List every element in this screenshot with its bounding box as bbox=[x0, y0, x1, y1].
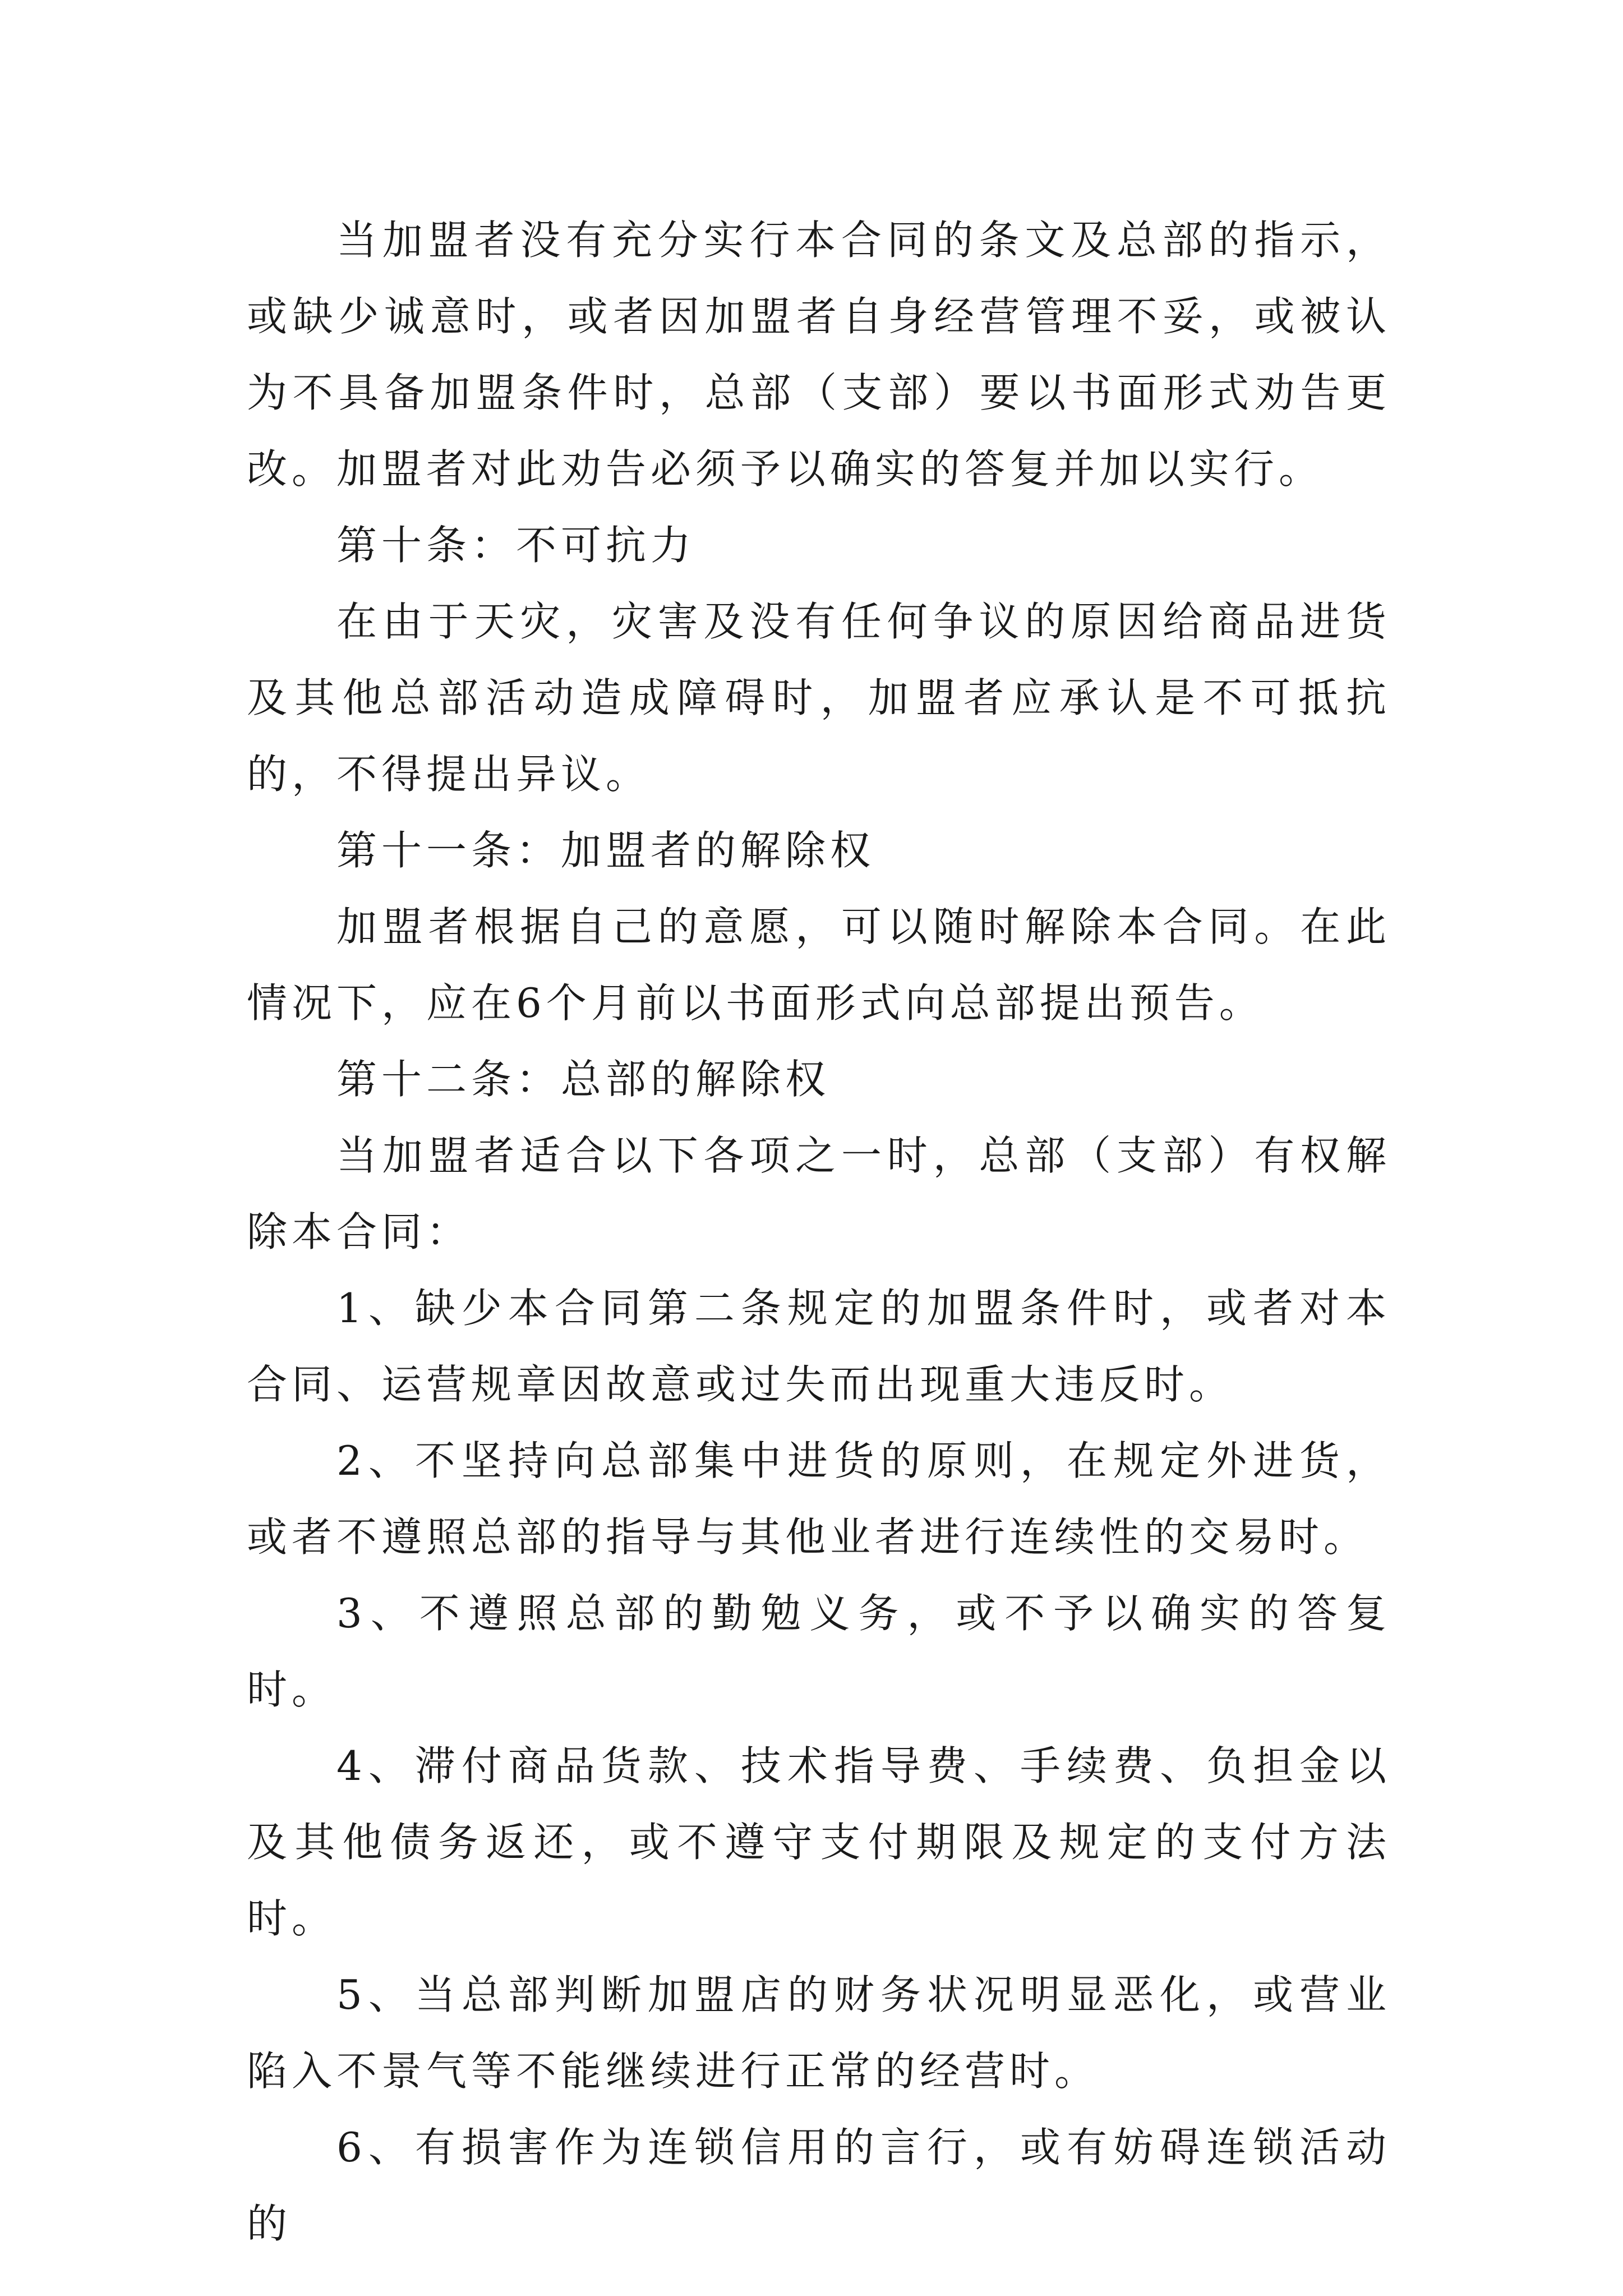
list-item-2: 2、不坚持向总部集中进货的原则，在规定外进货，或者不遵照总部的指导与其他业者进行连续性的交易时。 bbox=[247, 1437, 1391, 1561]
list-item-4: 4、滞付商品货款、技术指导费、手续费、负担金以及其他债务返还，或不遵守支付期限及规定的支付方法时。 bbox=[247, 1742, 1391, 1942]
paragraph-hq-termination-intro: 当加盟者适合以下各项之一时，总部（支部）有权解除本合同： bbox=[247, 1132, 1391, 1255]
list-item-1: 1、缺少本合同第二条规定的加盟条件时，或者对本合同、运营规章因故意或过失而出现重大违反时。 bbox=[247, 1285, 1391, 1408]
paragraph-force-majeure: 在由于天灾，灾害及没有任何争议的原因给商品进货及其他总部活动造成障碍时，加盟者应承认是不可抵抗的，不得提出异议。 bbox=[247, 598, 1391, 798]
paragraph-advice-clause: 当加盟者没有充分实行本合同的条文及总部的指示，或缺少诚意时，或者因加盟者自身经营管理不妥，或被认为不具备加盟条件时，总部（支部）要以书面形式劝告更改。加盟者对此劝告必须予以确实的答复并加以实行。 bbox=[247, 217, 1391, 493]
list-item-6: 6、有损害作为连锁信用的言行，或有妨碍连锁活动的 bbox=[247, 2124, 1391, 2247]
list-item-3: 3、不遵照总部的勤勉义务，或不予以确实的答复时。 bbox=[247, 1590, 1391, 1713]
document-body bbox=[247, 202, 1391, 2262]
heading-article-11: 第十一条：加盟者的解除权 bbox=[336, 827, 875, 874]
heading-article-12: 第十二条：总部的解除权 bbox=[336, 1056, 831, 1103]
list-item-5: 5、当总部判断加盟店的财务状况明显恶化，或营业陷入不景气等不能继续进行正常的经营时。 bbox=[247, 1971, 1391, 2095]
heading-article-10: 第十条：不可抗力 bbox=[336, 522, 696, 569]
paragraph-franchisee-termination: 加盟者根据自己的意愿，可以随时解除本合同。在此情况下，应在6个月前以书面形式向总部提出预告。 bbox=[247, 903, 1391, 1027]
